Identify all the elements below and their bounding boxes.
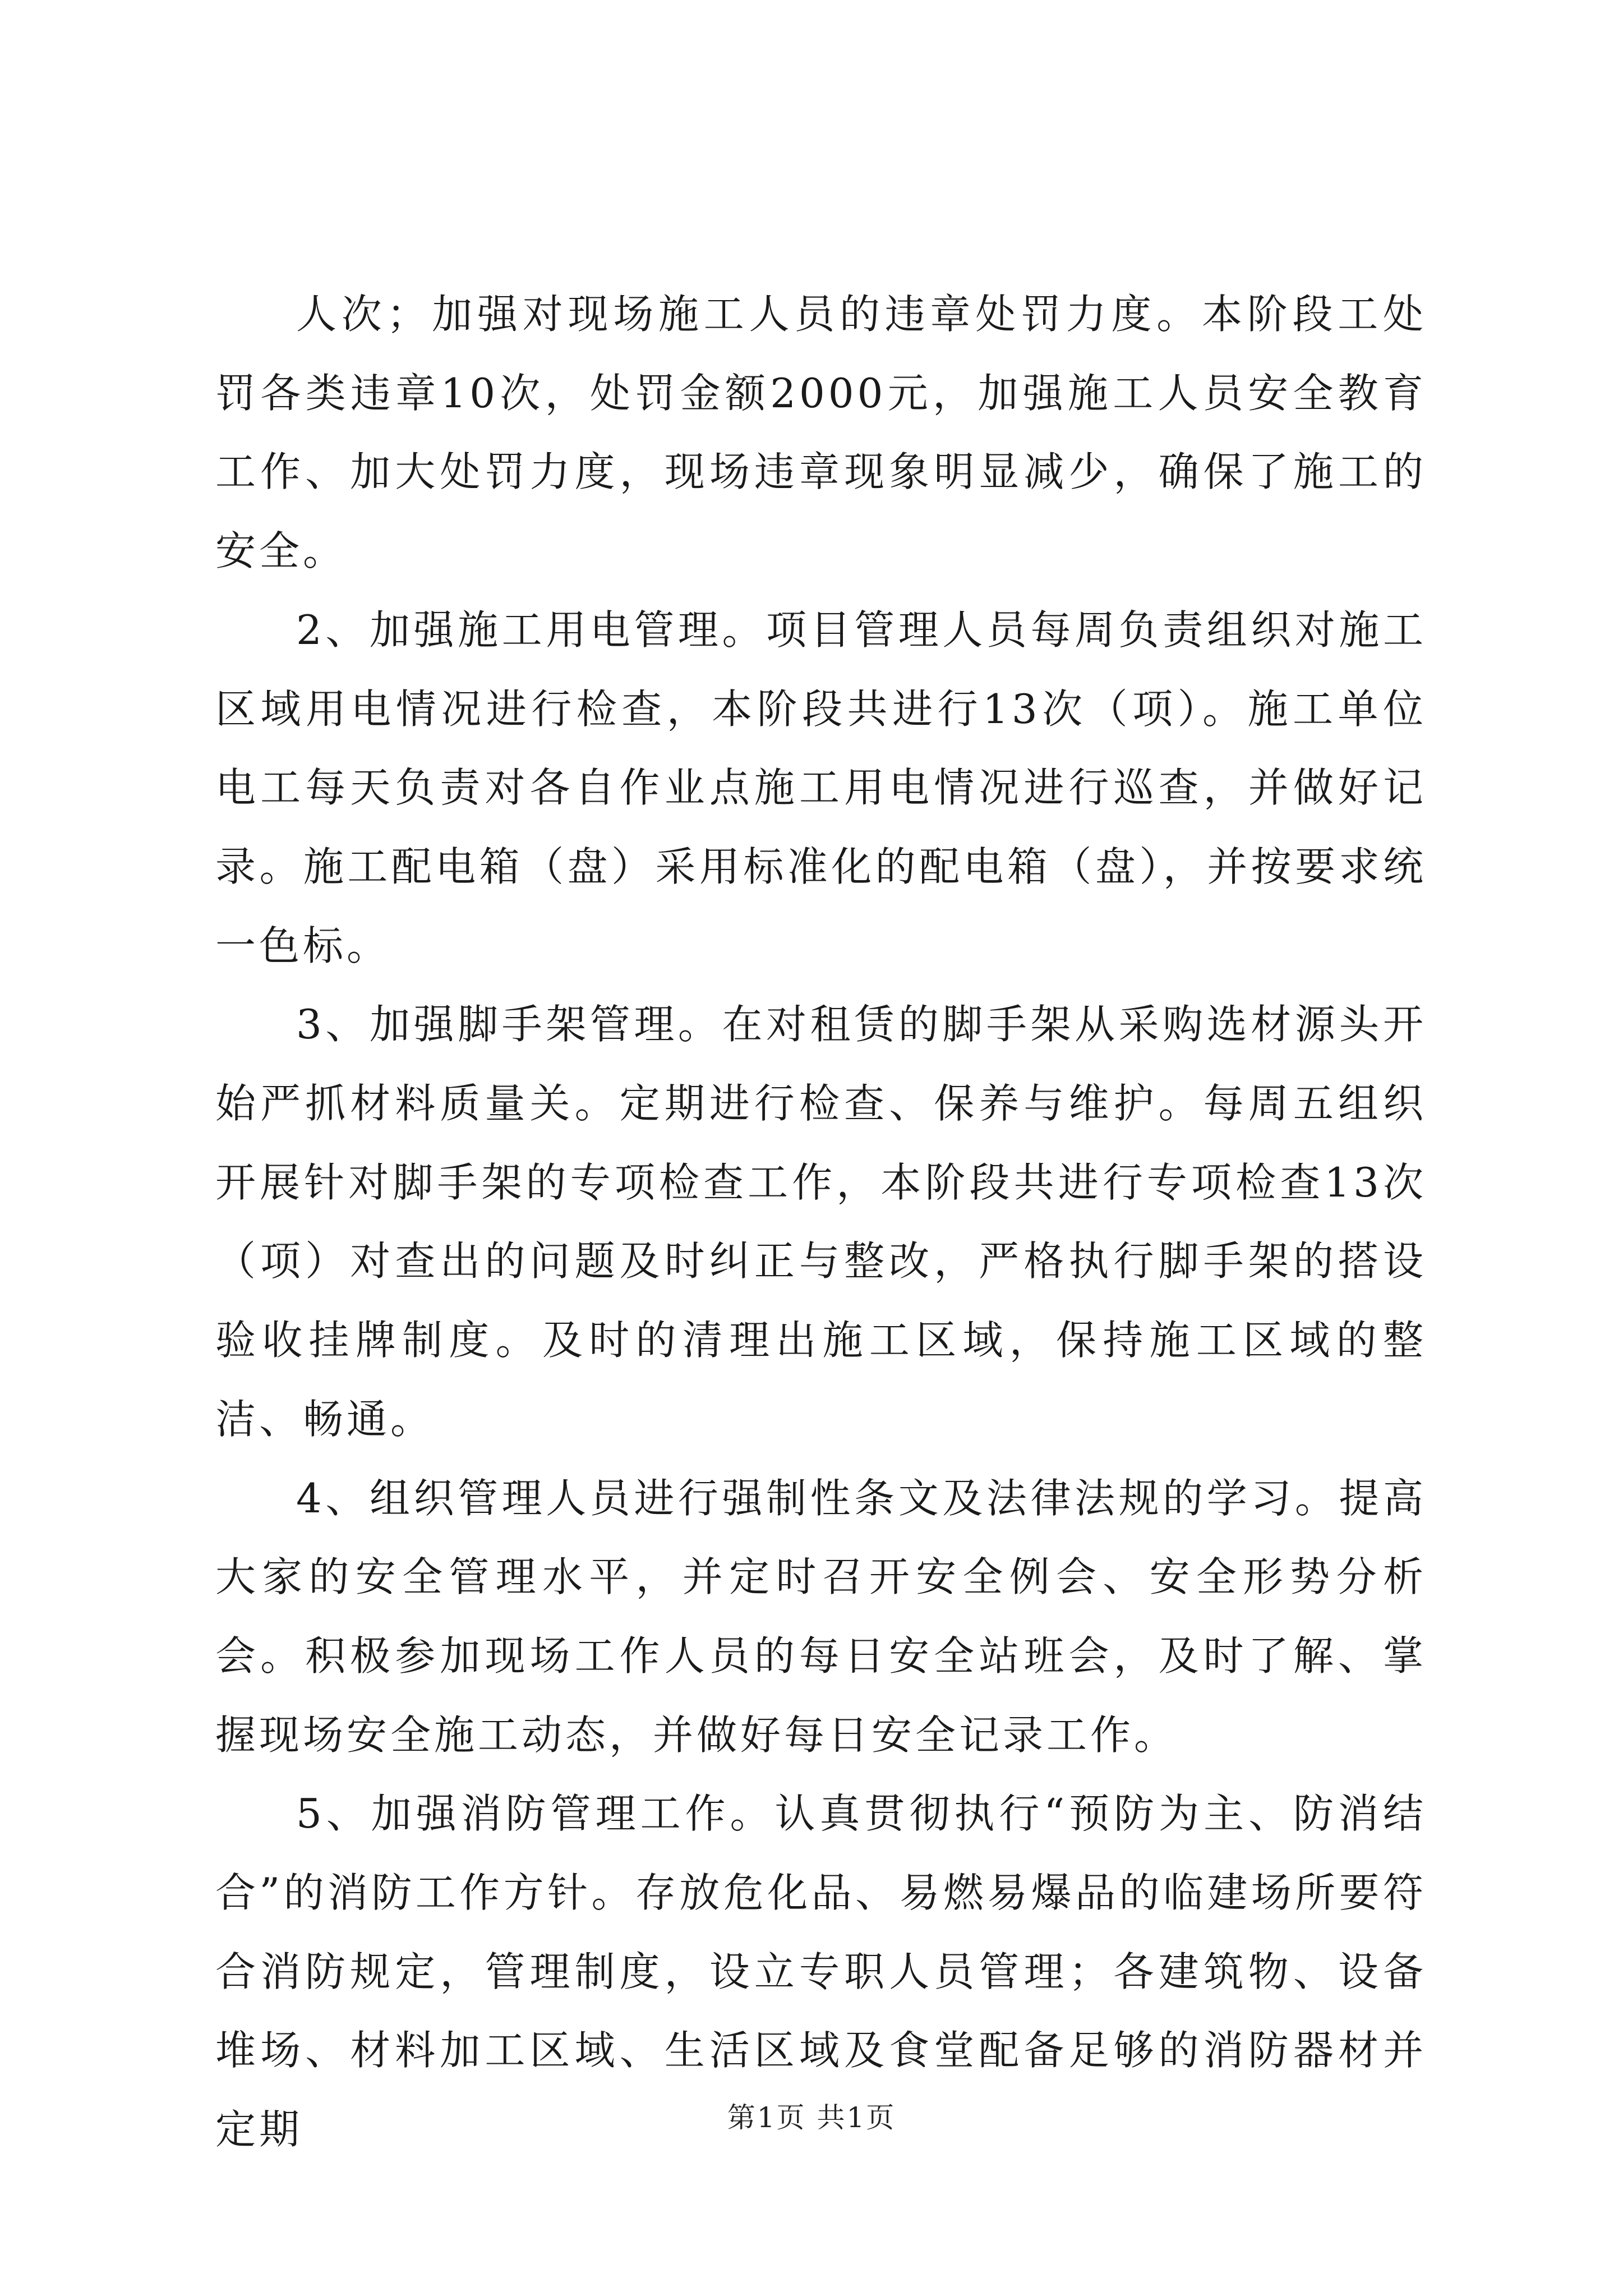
document-body (215, 275, 1427, 2169)
paragraph-training: 4、组织管理人员进行强制性条文及法律法规的学习。提高大家的安全管理水平，并定时召开安全例会、安全形势分析会。积极参加现场工作人员的每日安全站班会，及时了解、掌握现场安全施工动态，并做好每日安全记录工作。 (215, 1474, 1427, 1759)
paragraph-electricity: 2、加强施工用电管理。项目管理人员每周负责组织对施工区域用电情况进行检查，本阶段共进行13次（项）。施工单位电工每天负责对各自作业点施工用电情况进行巡查，并做好记录。施工配电箱（盘）采用标准化的配电箱（盘），并按要求统一色标。 (215, 606, 1427, 969)
paragraph-fire-safety: 5、加强消防管理工作。认真贯彻执行“预防为主、防消结合”的消防工作方针。存放危化品、易燃易爆品的临建场所要符合消防规定，管理制度，设立专职人员管理；各建筑物、设备堆场、材料加工区域、生活区域及食堂配备足够的消防器材并定期 (215, 1790, 1427, 2154)
page-footer: 第1页 共1页 (727, 2101, 896, 2134)
paragraph-continuation: 人次；加强对现场施工人员的违章处罚力度。本阶段工处罚各类违章10次，处罚金额2000元，加强施工人员安全教育工作、加大处罚力度，现场违章现象明显减少，确保了施工的安全。 (215, 291, 1427, 575)
paragraph-scaffolding: 3、加强脚手架管理。在对租赁的脚手架从采购选材源头开始严抓材料质量关。定期进行检查、保养与维护。每周五组织开展针对脚手架的专项检查工作，本阶段共进行专项检查13次（项）对查出的问题及时纠正与整改，严格执行脚手架的搭设验收挂牌制度。及时的清理出施工区域，保持施工区域的整洁、畅通。 (215, 1001, 1427, 1443)
